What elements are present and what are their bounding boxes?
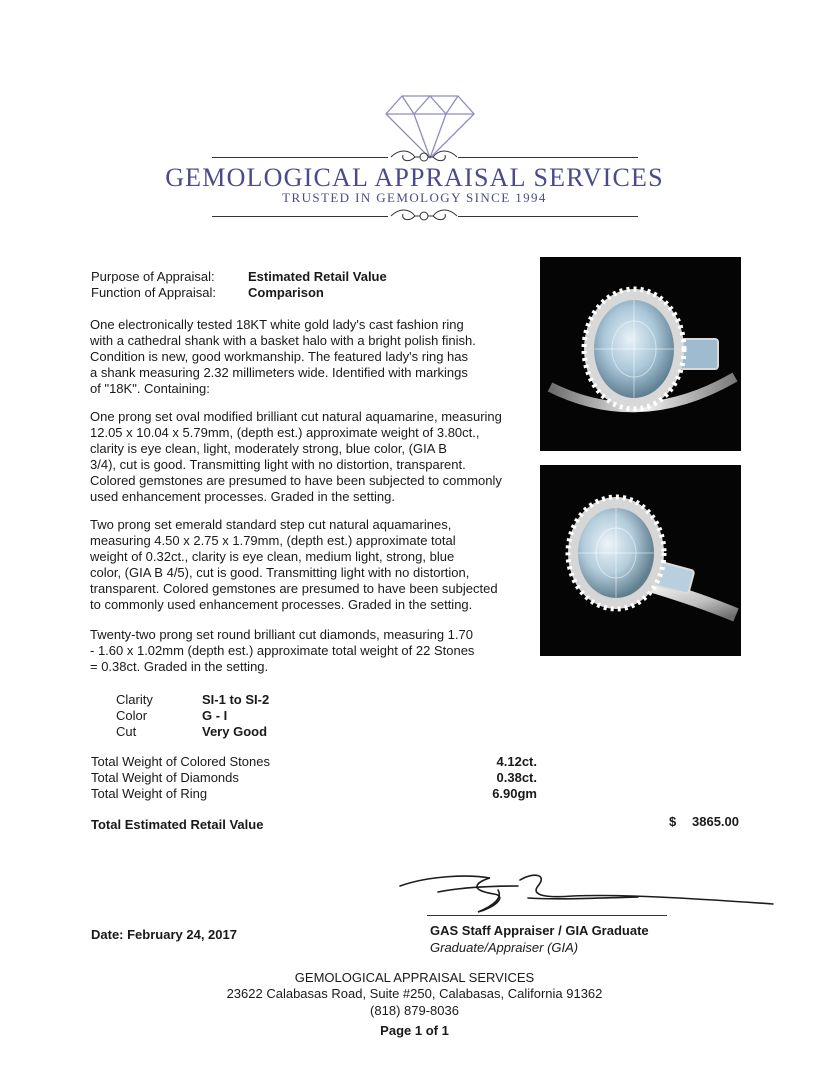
header-rule-bottom-right [458,216,638,217]
function-row [91,285,511,301]
purpose-row [91,269,511,285]
ring-photo-bottom [540,465,741,656]
retail-currency: $ [669,814,677,829]
function-label: Function of Appraisal: [91,285,217,300]
total-value: 6.90gm [492,786,537,801]
appraiser-title: GAS Staff Appraiser / GIA Graduate [430,923,649,938]
side-stones-description: Two prong set emerald standard step cut natural aquamarines, measuring 4.50 x 2.75 x 1.79mm, (depth est.) approximate total weight of 0.32ct., clarity is eye clean, medium light, strong, blue color, (GIA B 4/5), cut is good. Transmitting light with no distortion, transparent. Colored gemstones are presumed to have been subjected to commonly used enhancement processes. Graded in the setting. [90,517,498,612]
appraiser-subtitle: Graduate/Appraiser (GIA) [430,940,579,955]
header-rule-top-right [458,157,638,158]
grade-value: G - I [202,708,228,723]
grade-label: Cut [116,724,137,739]
signature-line [427,915,667,916]
retail-amount: 3865.00 [692,814,739,829]
company-name: GEMOLOGICAL APPRAISAL SERVICES [165,163,664,192]
flourish-bottom [389,208,459,224]
total-label: Total Weight of Colored Stones [91,754,270,769]
grade-row-clarity [116,692,416,708]
grade-row-color [116,708,416,724]
page-number: Page 1 of 1 [380,1023,449,1038]
footer-company: GEMOLOGICAL APPRAISAL SERVICES [294,970,535,985]
ring-description: One electronically tested 18KT white gold lady's cast fashion ring with a cathedral shank with a basket halo with a bright polish finish. Condition is new, good workmanship. The featured lady's ring has a shank measuring 2.32 millimeters wide. Identified with markings of "18K". Containing: [90,317,476,396]
grade-value: SI-1 to SI-2 [202,692,270,707]
total-row-diamonds [91,770,551,786]
header-rule-bottom-left [212,216,388,217]
total-value: 4.12ct. [496,754,537,769]
grade-label: Color [116,708,148,723]
footer-address: 23622 Calabasas Road, Suite #250, Calabasas, California 91362 [226,986,603,1001]
grade-value: Very Good [202,724,268,739]
total-row-colored-stones [91,754,551,770]
retail-value-label: Total Estimated Retail Value [91,817,264,832]
total-label: Total Weight of Diamonds [91,770,239,785]
total-row-ring [91,786,551,802]
header-rule-top-left [212,157,388,158]
grade-row-cut [116,724,416,740]
appraisal-date: Date: February 24, 2017 [91,927,237,942]
footer-phone: (818) 879-8036 [370,1003,459,1018]
purpose-label: Purpose of Appraisal: [91,269,215,284]
function-value: Comparison [248,285,324,300]
grade-label: Clarity [116,692,153,707]
signature-mark [398,868,778,918]
purpose-value: Estimated Retail Value [248,269,387,284]
diamonds-description: Twenty-two prong set round brilliant cut diamonds, measuring 1.70 - 1.60 x 1.02mm (depth est.) approximate total weight of 22 Stones = 0.38ct. Graded in the setting. [90,627,475,674]
ring-photo-top [540,257,741,451]
total-label: Total Weight of Ring [91,786,208,801]
total-value: 0.38ct. [496,770,537,785]
company-tagline: TRUSTED IN GEMOLOGY SINCE 1994 [282,190,547,205]
center-stone-description: One prong set oval modified brilliant cut natural aquamarine, measuring 12.05 x 10.04 x 5.79mm, (depth est.) approximate weight of 3.80ct., clarity is eye clean, light, moderately strong, blue color, (GIA B 3/4), cut is good. Transmitting light with no distortion, transparent. Colored gemstones are presumed to have been subjected to commonly used enhancement processes. Graded in the setting. [90,409,502,504]
